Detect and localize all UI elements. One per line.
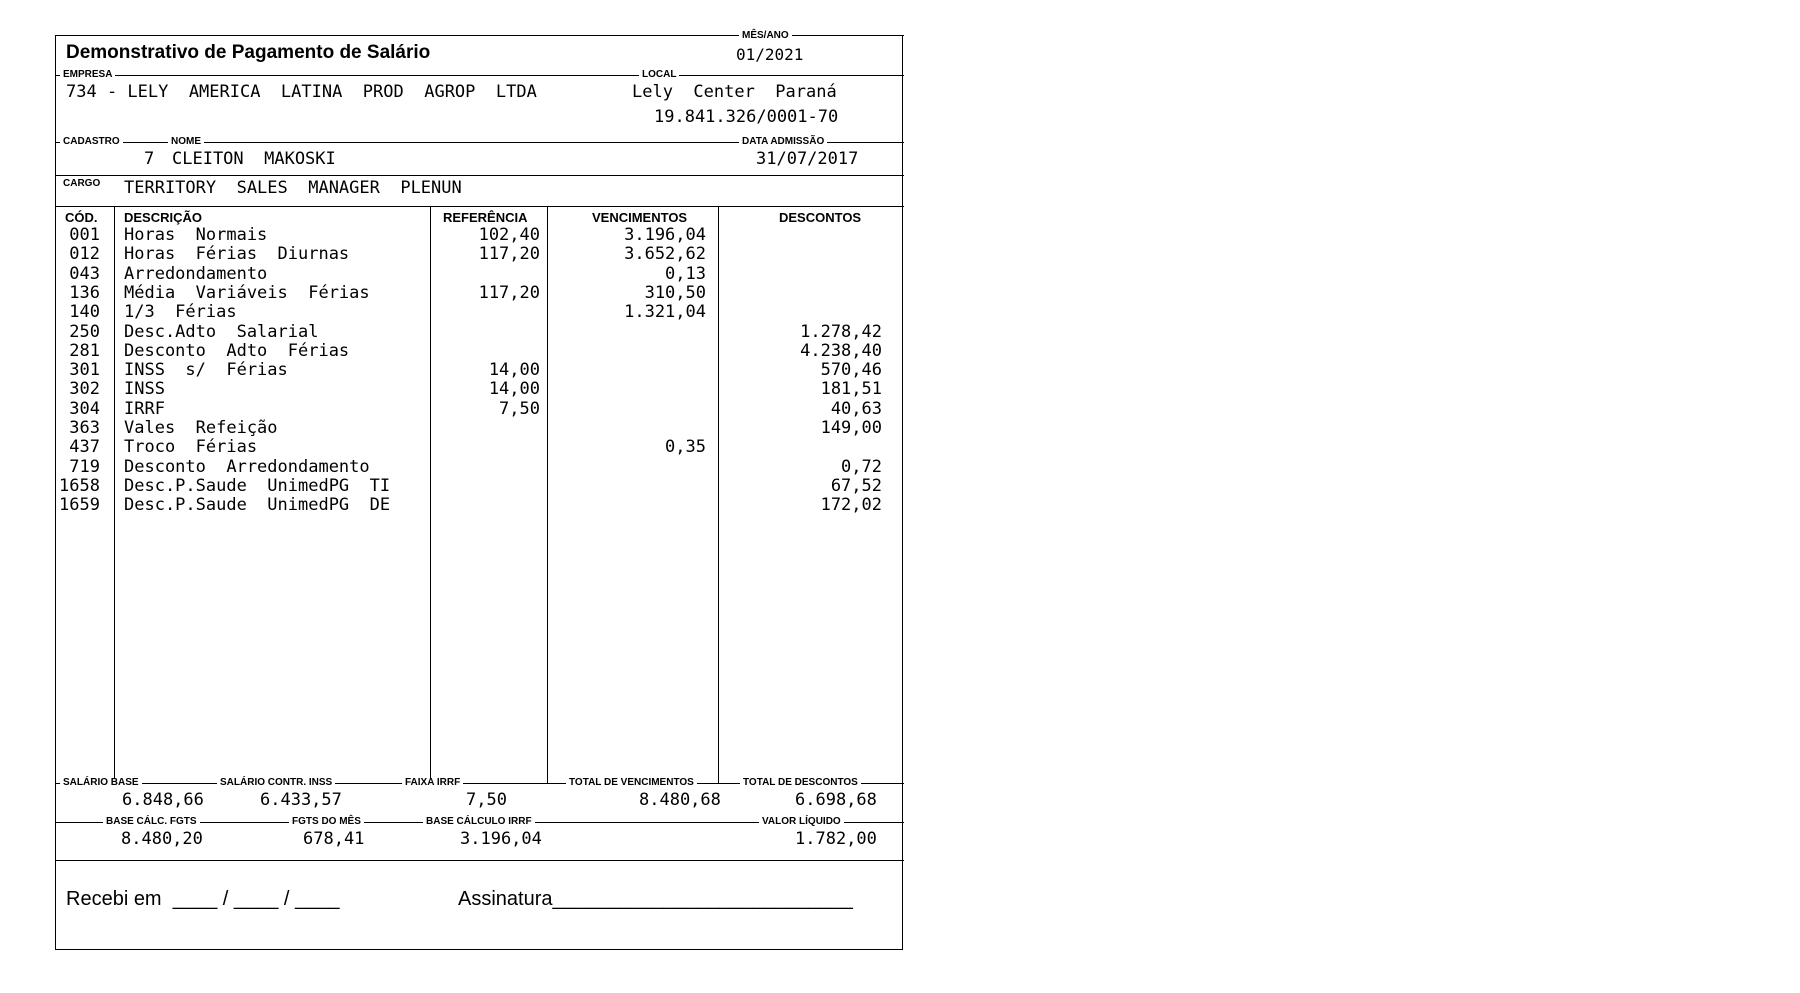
local-value: Lely Center Paraná <box>632 82 837 102</box>
row-descontos: 4.238,40 <box>800 340 882 361</box>
row-descontos: 40,63 <box>830 398 882 419</box>
row-descricao: Desc.Adto Salarial <box>124 321 319 342</box>
row-descricao: Horas Férias Diurnas <box>124 244 350 265</box>
payslip-document <box>55 30 903 950</box>
admissao-value: 31/07/2017 <box>756 149 859 169</box>
empresa-label: EMPRESA <box>60 70 115 80</box>
row-cod: 304 <box>69 398 100 419</box>
row-vencimentos: 1.321,04 <box>624 302 706 323</box>
col-header-cod: CÓD. <box>65 210 98 225</box>
page-title: Demonstrativo de Pagamento de Salário <box>66 42 431 63</box>
local-label: LOCAL <box>639 70 679 80</box>
row-referencia: 117,20 <box>478 244 540 265</box>
table-row <box>56 477 904 496</box>
table-row <box>56 458 904 477</box>
row-descricao: Arredondamento <box>124 263 268 284</box>
row-cod: 250 <box>69 321 100 342</box>
salario-contr-inss-label: SALÁRIO CONTR. INSS <box>217 778 335 788</box>
row-vencimentos: 0,35 <box>665 437 706 458</box>
row-referencia: 14,00 <box>488 379 540 400</box>
table-row <box>56 303 904 322</box>
row-descricao: INSS s/ Férias <box>124 360 288 381</box>
admissao-label: DATA ADMISSÃO <box>739 137 827 147</box>
row-descricao: Média Variáveis Férias <box>124 282 370 303</box>
row-descricao: Vales Refeição <box>124 418 278 438</box>
row-cod: 1658 <box>59 475 100 496</box>
row-referencia: 117,20 <box>478 282 540 303</box>
base-fgts-value: 8.480,20 <box>121 829 203 849</box>
row-descontos: 1.278,42 <box>800 321 882 342</box>
col-header-referencia: REFERÊNCIA <box>443 210 528 225</box>
table-row <box>56 342 904 361</box>
base-irrf-label: BASE CÁLCULO IRRF <box>423 817 535 827</box>
row-vencimentos: 310,50 <box>644 282 706 303</box>
row-cod: 012 <box>69 244 100 265</box>
row-descricao: INSS <box>124 379 165 400</box>
total-vencimentos-value: 8.480,68 <box>639 790 721 810</box>
empresa-value: 734 - LELY AMERICA LATINA PROD AGROP LTDA <box>66 82 537 102</box>
table-row <box>56 419 904 438</box>
recebi-em-line: Recebi em ____ / ____ / ____ <box>66 888 340 910</box>
row-descontos: 67,52 <box>830 475 882 496</box>
row-referencia: 14,00 <box>488 360 540 381</box>
row-descricao: Desc.P.Saude UnimedPG DE <box>124 495 391 516</box>
salario-contr-inss-value: 6.433,57 <box>260 790 342 810</box>
total-descontos-label: TOTAL DE DESCONTOS <box>740 778 861 788</box>
fgts-mes-label: FGTS DO MÊS <box>289 817 364 827</box>
table-row <box>56 245 904 264</box>
cadastro-value: 7 <box>144 149 155 169</box>
salario-base-label: SALÁRIO BASE <box>60 778 142 788</box>
row-descricao: Desc.P.Saude UnimedPG TI <box>124 475 391 496</box>
faixa-irrf-value: 7,50 <box>466 790 507 810</box>
nome-value: CLEITON MAKOSKI <box>172 149 336 169</box>
row-descricao: 1/3 Férias <box>124 302 237 323</box>
fgts-mes-value: 678,41 <box>303 829 365 849</box>
row-cod: 301 <box>69 360 100 381</box>
valor-liquido-value: 1.782,00 <box>795 829 877 849</box>
row-referencia: 102,40 <box>478 225 540 245</box>
row-descontos: 181,51 <box>820 379 882 400</box>
row-descontos: 172,02 <box>820 495 882 516</box>
table-row <box>56 438 904 457</box>
faixa-irrf-label: FAIXA IRRF <box>402 778 463 788</box>
col-header-descricao: DESCRIÇÃO <box>124 210 203 225</box>
row-vencimentos: 3.196,04 <box>624 225 706 245</box>
base-irrf-value: 3.196,04 <box>460 829 542 849</box>
row-descontos: 0,72 <box>841 456 882 477</box>
row-cod: 437 <box>69 437 100 458</box>
col-header-vencimentos: VENCIMENTOS <box>592 210 688 225</box>
table-row <box>56 361 904 380</box>
row-cod: 140 <box>69 302 100 323</box>
row-cod: 363 <box>69 418 100 438</box>
table-row <box>56 400 904 419</box>
row-descricao: Desconto Arredondamento <box>124 456 370 477</box>
table-row <box>56 265 904 284</box>
col-header-descontos: DESCONTOS <box>779 210 862 225</box>
row-cod: 001 <box>69 225 100 245</box>
row-descricao: Troco Férias <box>124 437 258 458</box>
table-row <box>56 284 904 303</box>
table-row <box>56 226 904 245</box>
nome-label: NOME <box>168 137 204 147</box>
row-vencimentos: 3.652,62 <box>624 244 706 265</box>
mes-ano-label: MÊS/ANO <box>739 31 792 41</box>
row-descricao: IRRF <box>124 398 165 419</box>
row-referencia: 7,50 <box>499 398 540 419</box>
row-descricao: Desconto Adto Férias <box>124 340 350 361</box>
total-descontos-value: 6.698,68 <box>795 790 877 810</box>
row-cod: 043 <box>69 263 100 284</box>
row-cod: 302 <box>69 379 100 400</box>
assinatura-line: Assinatura___________________________ <box>458 888 853 910</box>
row-cod: 1659 <box>59 495 100 516</box>
row-vencimentos: 0,13 <box>665 263 706 284</box>
row-descricao: Horas Normais <box>124 225 268 245</box>
table-row <box>56 380 904 399</box>
total-vencimentos-label: TOTAL DE VENCIMENTOS <box>566 778 697 788</box>
cadastro-label: CADASTRO <box>60 137 123 147</box>
row-descontos: 570,46 <box>820 360 882 381</box>
cargo-label: CARGO <box>60 179 103 189</box>
row-descontos: 149,00 <box>820 418 882 438</box>
mes-ano-value: 01/2021 <box>736 45 804 64</box>
row-cod: 719 <box>69 456 100 477</box>
table-row <box>56 496 904 515</box>
row-cod: 281 <box>69 340 100 361</box>
base-fgts-label: BASE CÁLC. FGTS <box>103 817 200 827</box>
salario-base-value: 6.848,66 <box>122 790 204 810</box>
table-row <box>56 323 904 342</box>
row-cod: 136 <box>69 282 100 303</box>
cnpj-value: 19.841.326/0001-70 <box>654 107 839 127</box>
valor-liquido-label: VALOR LÍQUIDO <box>759 817 844 827</box>
cargo-value: TERRITORY SALES MANAGER PLENUN <box>124 178 462 198</box>
